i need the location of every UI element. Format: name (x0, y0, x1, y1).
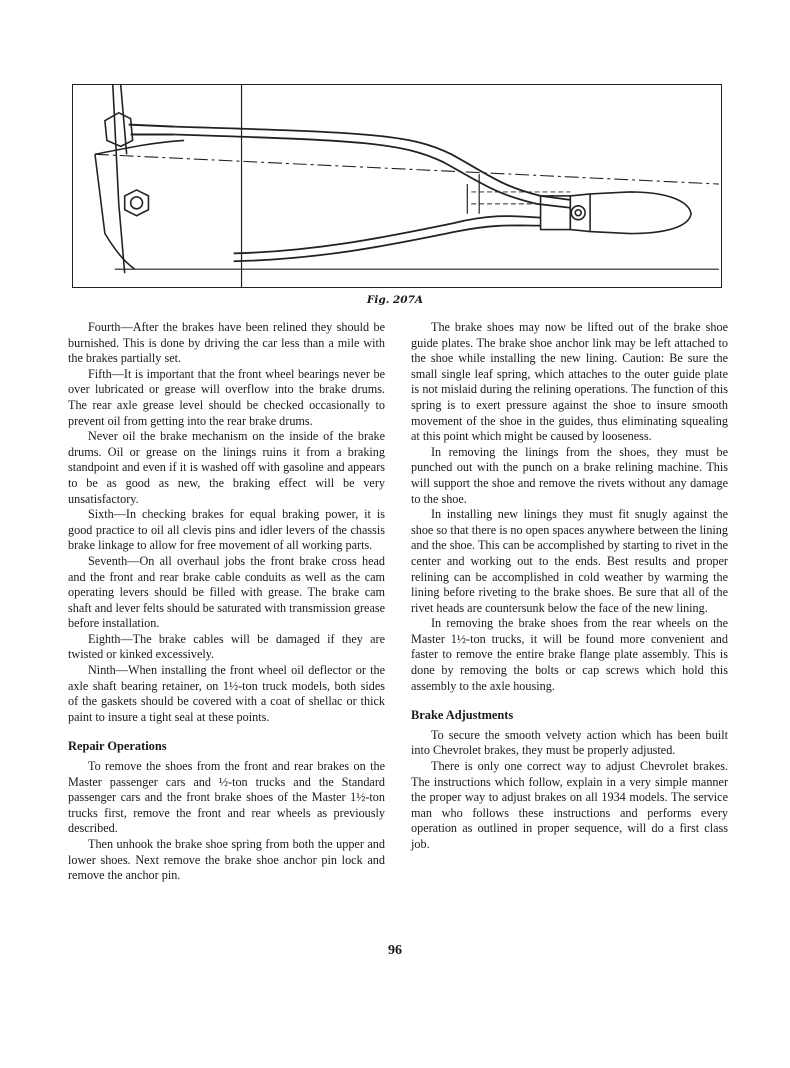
paragraph: Ninth—When installing the front wheel oil deflector or the axle shaft bearing retainer, on 1½-ton truck models, both sides of the gaskets should be covered with a coat of shellac or thick paint to insure a tight seal at these points. (68, 663, 385, 724)
section-heading: Repair Operations (68, 739, 167, 754)
paragraph: Seventh—On all overhaul jobs the front brake cross head and the front and rear brake cable conduits as well as the cam operating levers should be filled with grease. The brake cam shaft and lever felts should be saturated with transmission grease before installation. (68, 553, 385, 631)
paragraph: Fourth—After the brakes have been relined they should be burnished. This is done by driving the car less than a mile with the brakes partially set. (68, 320, 385, 366)
right-column (411, 320, 728, 853)
paragraph: Eighth—The brake cables will be damaged if they are twisted or kinked excessively. (68, 631, 385, 662)
paragraph: In removing the linings from the shoes, they must be punched out with the punch on a brake relining machine. This will support the shoe and remove the rivets without any damage to the shoe. (411, 444, 728, 506)
section-heading: Brake Adjustments (411, 708, 514, 723)
paragraph: Never oil the brake mechanism on the inside of the brake drums. Oil or grease on the linings ruins it from a braking standpoint and even if it is washed off with gasoline and appears to be as good as new, the braking effect will be very unsatisfactory. (68, 429, 385, 506)
paragraph: To secure the smooth velvety action which has been built into Chevrolet brakes, they must be properly adjusted. (411, 727, 728, 758)
paragraph: In installing new linings they must fit snugly against the shoe so that there is no open spaces anywhere between the lining and the shoe. This can be accomplished by starting to rivet in the center and working out to the ends. Best results and proper relining can be accomplished in cold weather by warming the lining before riveting to the brake shoes. Be sure that all of the rivet heads are countersunk below the face of the new lining. (411, 507, 728, 615)
paragraph: The brake shoes may now be lifted out of the brake shoe guide plates. The brake shoe anchor link may be left attached to the shoe while installing the new lining. Caution: Be sure the small single leaf spring, which attaches to the outer guide plate is not mislaid during the relining operations. The function of this spring is to exert pressure against the shoe to insure smooth movement of the shoe in the guides, thus eliminating squealing at this point which might be caused by looseness. (411, 320, 728, 444)
figure-caption: Fig. 207A (366, 294, 424, 306)
paragraph: There is only one correct way to adjust Chevrolet brakes. The instructions which follow, explain in a very simple manner the proper way to adjust brakes on all 1934 models. The service man who follows these instructions and performs every operation as outlined in proper sequence, will do a first class job. (411, 759, 728, 851)
left-column (68, 320, 385, 884)
paragraph: To remove the shoes from the front and rear brakes on the Master passenger cars and ½-ton trucks and the Standard passenger cars and the front brake shoes of the Master 1½-ton trucks first, remove the front and rear wheels as previously described. (68, 759, 385, 836)
figure-illustration (72, 84, 722, 288)
paragraph: Fifth—It is important that the front wheel bearings never be over lubricated or grease will overflow into the brake drums. The rear axle grease level should be checked occasionally to prevent oil from getting into the rear brake drums. (68, 366, 385, 428)
page-number: 96 (388, 943, 402, 958)
paragraph: Sixth—In checking brakes for equal braking power, it is good practice to oil all clevis pins and idler levers of the chassis brake linkage to allow for free movement of all working parts. (68, 507, 385, 553)
brake-tool-drawing (73, 85, 721, 287)
paragraph: In removing the brake shoes from the rear wheels on the Master 1½-ton trucks, it will be found more convenient and faster to remove the entire brake flange plate assembly. This is done by removing the bolts or cap screws which hold this assembly to the axle housing. (411, 616, 728, 693)
paragraph: Then unhook the brake shoe spring from both the upper and lower shoes. Next remove the brake shoe anchor pin lock and remove the anchor pin. (68, 837, 385, 883)
